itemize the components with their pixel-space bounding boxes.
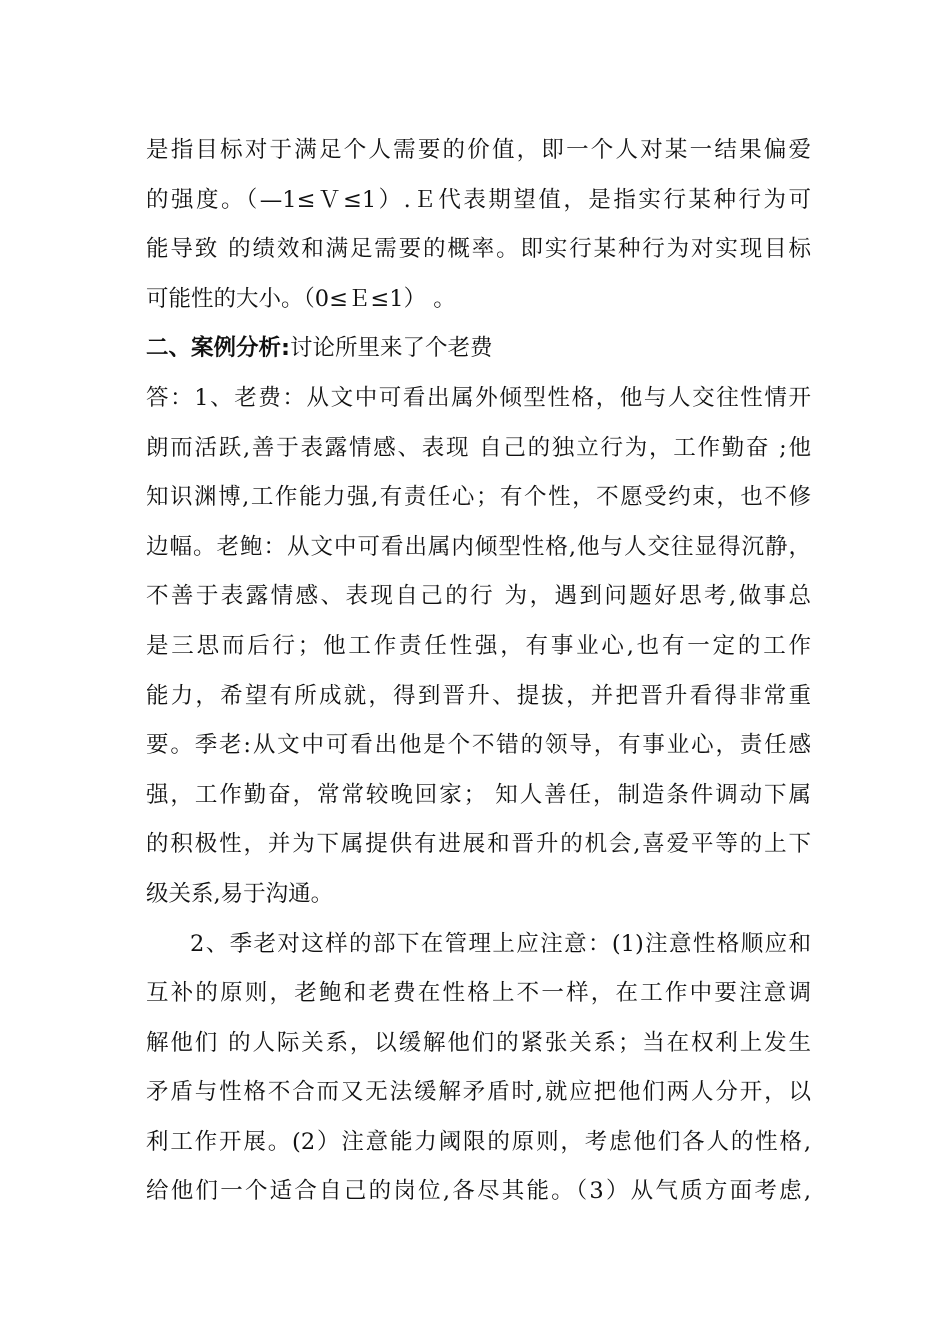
answer-line: 的积极性，并为下属提供有进展和晋升的机会,喜爱平等的上下 <box>146 831 811 858</box>
second-point-line: 矛盾与性格不合而又无法缓解矛盾时,就应把他们两人分开，以 <box>146 1079 811 1106</box>
answer-line: 能力，希望有所成就，得到晋升、提拔，并把晋升看得非常重 <box>146 682 811 709</box>
answer-line: 是三思而后行；他工作责任性强，有事业心,也有一定的工作 <box>146 632 811 659</box>
section-heading-title: 讨论所里来了个老费 <box>290 335 493 362</box>
second-point-line: 解他们 的人际关系，以缓解他们的紧张关系；当在权利上发生 <box>146 1029 811 1056</box>
paragraph-line: 可能性的大小。（0≤Ｅ≤1） 。 <box>146 285 456 312</box>
answer-line: 级关系,易于沟通。 <box>146 880 334 907</box>
paragraph-line: 的强度。（—1≤Ｖ≤1）.Ｅ代表期望值，是指实行某种行为可 <box>146 186 811 213</box>
answer-line: 朗而活跃,善于表露情感、表现 自己的独立行为，工作勤奋 ;他 <box>146 434 811 461</box>
answer-line: 不善于表露情感、表现自己的行 为，遇到问题好思考,做事总 <box>146 583 811 610</box>
section-heading <box>146 324 811 374</box>
document-body <box>146 126 811 1217</box>
section-heading-label: 二、案例分析: <box>146 335 290 362</box>
second-point-line: 利工作开展。(2）注意能力阈限的原则，考虑他们各人的性格, <box>146 1128 811 1155</box>
answer-line: 边幅。老鲍：从文中可看出属内倾型性格,他与人交往显得沉静， <box>146 533 811 560</box>
answer-line: 强，工作勤奋，常常较晚回家； 知人善任，制造条件调动下属 <box>146 781 811 808</box>
paragraph-line: 是指目标对于满足个人需要的价值，即一个人对某一结果偏爱 <box>146 137 811 163</box>
second-point-line: 2、季老对这样的部下在管理上应注意：(1)注意性格顺应和 <box>190 930 811 957</box>
second-point-line: 互补的原则，老鲍和老费在性格上不一样，在工作中要注意调 <box>146 980 811 1007</box>
second-point-line: 给他们一个适合自己的岗位,各尽其能。（3）从气质方面考虑, <box>146 1178 811 1205</box>
answer-line: 知识渊博,工作能力强,有责任心；有个性，不愿受约束，也不修 <box>146 484 811 511</box>
answer-line: 要。季老:从文中可看出他是个不错的领导，有事业心，责任感 <box>146 732 811 759</box>
paragraph-line: 能导致 的绩效和满足需要的概率。即实行某种行为对实现目标 <box>146 236 811 263</box>
answer-line: 答：1、老费：从文中可看出属外倾型性格，他与人交往性情开 <box>146 384 811 411</box>
